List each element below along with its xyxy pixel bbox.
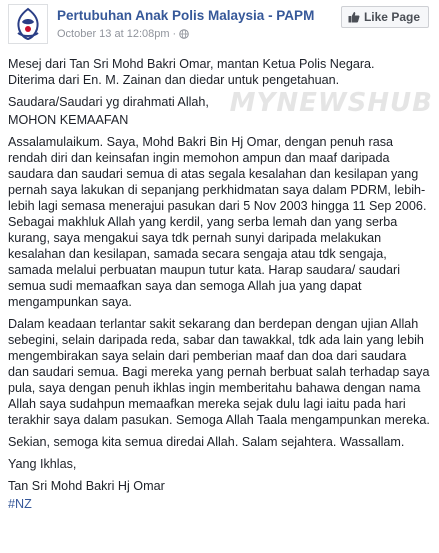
watermark-text: MYNEWSHUB: [229, 88, 433, 118]
hashtag-link[interactable]: #NZ: [8, 497, 32, 511]
post-intro: Mesej dari Tan Sri Mohd Bakri Omar, mantan Ketua Polis Negara. Diterima dari En. M. Zainan dan diedar untuk pengetahuan.: [8, 57, 375, 87]
thumbs-up-icon: [348, 11, 360, 23]
post-header: [0, 0, 439, 48]
post-signoff: Yang Ikhlas,: [8, 457, 77, 471]
like-page-label: Like Page: [363, 10, 420, 24]
post-paragraph: Dalam keadaan terlantar sakit sekarang dan berdepan dengan ujian Allah sebegini, selain daripada reda, sabar dan tawakkal, tdk ada lain yang lebih mengembirakan saya selain dari pemberian maaf dan doa dari saudara dan saudari semua. Bagi mereka yang pernah berbuat salah terhadap saya pula, saya dengan penuh ikhlas ingin memberitahu bahawa dengan nama Allah saya sudahpun memaafkan mereka sejak dulu lagi iaitu pada hari terakhir saya dalam pasukan. Semoga Allah Taala mengampunkan mereka.: [8, 317, 430, 427]
post-timestamp[interactable]: October 13 at 12:08pm: [57, 28, 170, 40]
post-paragraph: Assalamulaikum. Saya, Mohd Bakri Bin Hj Omar, dengan penuh rasa rendah diri dan keinsafan ingin memohon ampun dan maaf daripada saudara dan saudari semua di atas segala kesalahan dan kesilapan yang pernah saya lakukan di sepanjang perkhidmatan saya dalam PDRM, lebih-lebih lagi semasa menerajui pasukan dari 5 Nov 2003 hingga 11 Sep 2006. Sebagai makhluk Allah yang kerdil, yang serba lemah dan yang serba kurang, saya mengakui saya tdk pernah sunyi daripada melakukan kesalahan dan kesilapan, samada secara sengaja atau tdk sengaja, samada melalui perbuatan maupun tutur kata. Harap saudara/ saudari semua sudi memaafkan saya dan semoga Allah jua yang dapat mengampunkan saya.: [8, 135, 427, 309]
post-greeting: Saudara/Saudari yg dirahmati Allah,: [8, 95, 209, 109]
post-body: [8, 56, 430, 518]
post-heading: MOHON KEMAAFAN: [8, 113, 129, 127]
papm-logo-icon[interactable]: [8, 4, 48, 44]
post-signature: Tan Sri Mohd Bakri Hj Omar: [8, 479, 165, 493]
globe-icon: [179, 29, 189, 39]
page-name-link[interactable]: Pertubuhan Anak Polis Malaysia - PAPM: [57, 8, 315, 23]
like-page-button[interactable]: [341, 6, 429, 28]
post-meta: October 13 at 12:08pm ·: [57, 28, 189, 40]
post-closing: Sekian, semoga kita semua diredai Allah. Salam sejahtera. Wassallam.: [8, 435, 405, 449]
